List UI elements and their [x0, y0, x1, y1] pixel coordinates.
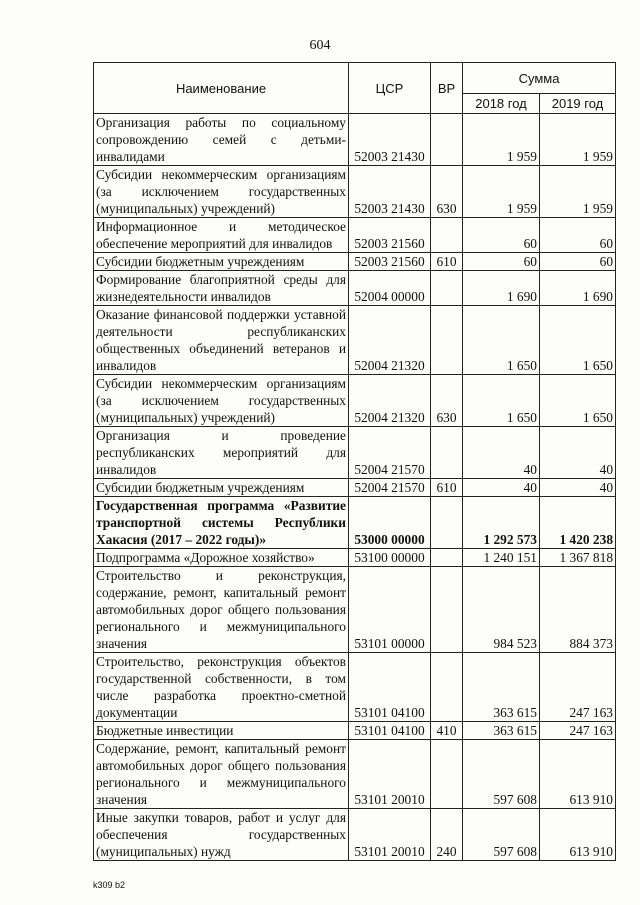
row-sum-2018: 1 650: [463, 375, 540, 427]
row-sum-2018: 1 240 151: [463, 549, 540, 567]
row-vr: [431, 653, 463, 722]
row-sum-2018: 1 292 573: [463, 497, 540, 549]
table-row: [94, 497, 616, 549]
header-name: Наименование: [94, 63, 349, 114]
row-sum-2019: 40: [540, 427, 616, 479]
row-vr: [431, 427, 463, 479]
row-sum-2018: 363 615: [463, 722, 540, 740]
row-code: 53101 04100: [349, 653, 431, 722]
row-name: Бюджетные инвестиции: [94, 722, 349, 740]
row-vr: [431, 218, 463, 253]
table-row: [94, 567, 616, 653]
table-row: [94, 253, 616, 271]
table-row: [94, 114, 616, 166]
row-sum-2019: 884 373: [540, 567, 616, 653]
table-row: [94, 306, 616, 375]
table-row: [94, 740, 616, 809]
table-row: [94, 427, 616, 479]
row-name: Государственная программа «Развитие транспортной системы Республики Хакасия (2017 – 2022 годы)»: [94, 497, 349, 549]
row-code: 53101 20010: [349, 740, 431, 809]
header-vr: ВР: [431, 63, 463, 114]
row-name: Оказание финансовой поддержки уставной деятельности республиканских общественных объединений ветеранов и инвалидов: [94, 306, 349, 375]
row-vr: 410: [431, 722, 463, 740]
row-code: 52004 21570: [349, 427, 431, 479]
row-vr: [431, 549, 463, 567]
row-vr: 610: [431, 479, 463, 497]
row-name: Организация работы по социальному сопровождению семей с детьми-инвалидами: [94, 114, 349, 166]
row-vr: [431, 740, 463, 809]
row-code: 52003 21430: [349, 114, 431, 166]
row-sum-2019: 1 959: [540, 114, 616, 166]
row-sum-2019: 247 163: [540, 722, 616, 740]
row-code: 52003 21430: [349, 166, 431, 218]
row-sum-2018: 40: [463, 427, 540, 479]
row-sum-2019: 613 910: [540, 809, 616, 861]
header-year-2018: 2018 год: [463, 94, 540, 114]
row-sum-2018: 1 690: [463, 271, 540, 306]
row-code: 53101 00000: [349, 567, 431, 653]
row-sum-2019: 1 650: [540, 375, 616, 427]
row-name: Организация и проведение республиканских мероприятий для инвалидов: [94, 427, 349, 479]
row-code: 53101 20010: [349, 809, 431, 861]
row-sum-2019: 1 367 818: [540, 549, 616, 567]
row-sum-2019: 613 910: [540, 740, 616, 809]
row-sum-2018: 597 608: [463, 809, 540, 861]
table-row: [94, 375, 616, 427]
row-sum-2019: 1 420 238: [540, 497, 616, 549]
row-vr: [431, 271, 463, 306]
row-code: 52004 00000: [349, 271, 431, 306]
row-vr: 630: [431, 375, 463, 427]
row-sum-2018: 1 959: [463, 166, 540, 218]
header-code: ЦСР: [349, 63, 431, 114]
table-row: [94, 271, 616, 306]
table-row: [94, 166, 616, 218]
row-name: Строительство, реконструкция объектов государственной собственности, в том числе разработка проектно-сметной документации: [94, 653, 349, 722]
row-sum-2018: 1 650: [463, 306, 540, 375]
table-row: [94, 549, 616, 567]
row-code: 52003 21560: [349, 218, 431, 253]
header-year-2019: 2019 год: [540, 94, 616, 114]
row-name: Формирование благоприятной среды для жизнедеятельности инвалидов: [94, 271, 349, 306]
table-row: [94, 722, 616, 740]
row-vr: 630: [431, 166, 463, 218]
row-name: Подпрограмма «Дорожное хозяйство»: [94, 549, 349, 567]
row-name: Субсидии бюджетным учреждениям: [94, 479, 349, 497]
row-sum-2019: 60: [540, 253, 616, 271]
footer-code: k309 b2: [93, 880, 126, 890]
row-vr: [431, 114, 463, 166]
row-sum-2019: 1 690: [540, 271, 616, 306]
row-code: 53101 04100: [349, 722, 431, 740]
row-sum-2018: 60: [463, 218, 540, 253]
table-row: [94, 479, 616, 497]
row-name: Субсидии бюджетным учреждениям: [94, 253, 349, 271]
row-name: Субсидии некоммерческим организациям (за исключением государственных (муниципальных) учреждений): [94, 166, 349, 218]
row-name: Строительство и реконструкция, содержание, ремонт, капитальный ремонт автомобильных дорог общего пользования регионального и межмуниципального значения: [94, 567, 349, 653]
header-sum: Сумма: [463, 63, 616, 94]
row-sum-2018: 1 959: [463, 114, 540, 166]
row-vr: [431, 497, 463, 549]
row-vr: 610: [431, 253, 463, 271]
row-name: Иные закупки товаров, работ и услуг для обеспечения государственных (муниципальных) нужд: [94, 809, 349, 861]
row-sum-2018: 60: [463, 253, 540, 271]
row-code: 52003 21560: [349, 253, 431, 271]
table-row: [94, 218, 616, 253]
row-code: 52004 21320: [349, 306, 431, 375]
row-sum-2019: 1 650: [540, 306, 616, 375]
row-vr: [431, 306, 463, 375]
table-row: [94, 653, 616, 722]
row-sum-2019: 40: [540, 479, 616, 497]
row-name: Информационное и методическое обеспечение мероприятий для инвалидов: [94, 218, 349, 253]
row-code: 53000 00000: [349, 497, 431, 549]
row-sum-2018: 40: [463, 479, 540, 497]
row-name: Субсидии некоммерческим организациям (за исключением государственных (муниципальных) учреждений): [94, 375, 349, 427]
row-sum-2019: 1 959: [540, 166, 616, 218]
row-code: 52004 21320: [349, 375, 431, 427]
page-number: 604: [309, 38, 331, 53]
row-vr: [431, 567, 463, 653]
table-row: [94, 809, 616, 861]
row-name: Содержание, ремонт, капитальный ремонт автомобильных дорог общего пользования регионального и межмуниципального значения: [94, 740, 349, 809]
row-sum-2018: 984 523: [463, 567, 540, 653]
row-code: 53100 00000: [349, 549, 431, 567]
row-sum-2019: 247 163: [540, 653, 616, 722]
row-vr: 240: [431, 809, 463, 861]
row-sum-2019: 60: [540, 218, 616, 253]
row-sum-2018: 363 615: [463, 653, 540, 722]
row-code: 52004 21570: [349, 479, 431, 497]
row-sum-2018: 597 608: [463, 740, 540, 809]
budget-table: [93, 62, 616, 861]
